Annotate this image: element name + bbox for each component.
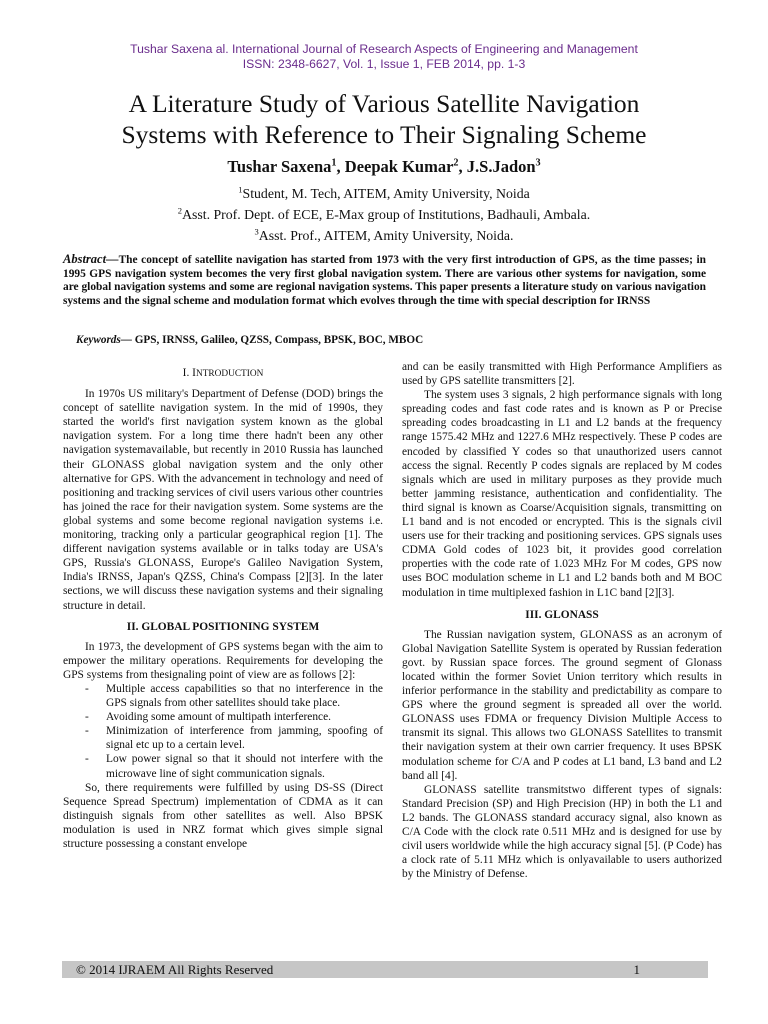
list-item-text: Avoiding some amount of multipath interference. xyxy=(106,711,332,724)
intro-paragraph: In 1970s US military's Department of Defense (DOD) brings the concept of satellite navigation system. In the mid of 1990s, they started the world's first navigation system known as the global navigation system. For a long time there hadn't been any other navigation systemavailable, but recently in 2010 Russia has launched their GLONASS global navigation system and the only other alternative for GPS. With the advancement in technology and need of positioning and tracking services of civil users various other countries has joined the race for their navigation system. Some systems are the global systems and some become regional navigation systems i.e. monitoring, tracking only a particular geographical region [1]. The different navigation systems available or in talks today are USA's GPS, Russia's GLONASS, Europe's Galileo Navigation System, India's IRNSS, Japan's QZSS, China's Compass [2][3]. In the later sections, we will discuss these navigation systems and their signaling structure in detail. xyxy=(63,388,383,612)
abstract-label: Abstract— xyxy=(63,252,119,266)
author-name: Deepak Kumar xyxy=(344,157,454,176)
section-heading-introduction xyxy=(63,366,383,381)
journal-header xyxy=(0,42,768,72)
section-heading-rest: NTRODUCTION xyxy=(195,369,264,379)
list-dash: - xyxy=(85,711,89,724)
author-affil-mark: 2 xyxy=(453,157,459,169)
left-column xyxy=(63,360,383,851)
affiliation-3 xyxy=(0,227,768,244)
gps-requirements-list xyxy=(63,682,383,781)
gps-paragraph-1: In 1973, the development of GPS systems began with the aim to empower the military operations. Requirements for developing the GPS systems from thesignaling point of view are as follows [2]: xyxy=(63,640,383,681)
abstract-text: The concept of satellite navigation has started from 1973 with the very first introduction of GPS, as the time passes; in 1995 GPS navigation system becomes the very first global navigation system. There are various other systems for navigation, some are global navigation systems and some are regional navigation systems. This paper presents a literature study on various navigation systems and the signal scheme and modulation format which evolves through the time with special description for IRNSS xyxy=(63,254,706,307)
abstract xyxy=(63,253,706,308)
gps-paragraph-signals: The system uses 3 signals, 2 high performance signals with long spreading codes and fast code rates and is known as P or Precise spreading codes broadcasting in L1 and L2 bands at the frequency range 1575.42 MHz and 1227.6 MHz respectively. These P codes are encoded by classified Y codes so that unauthorized users cannot access the signal. Recently P codes signals are replaced by M codes signals which are used in military purposes as they provide much better jamming resistance, authentication and confidentiality. The third signal is known as Coarse/Acquisition signals, transmitting on L1 band and is not encoded or encrypted. This is the signals civil users use for their tracking and positioning services. GPS signals uses CDMA Gold codes of 1023 bit, it provides good correlation properties with the code rate of 1.023 MHz For M codes, GPS now uses BOC modulation scheme in L1 and L2 bands both and M BOC modulation in time multiplexed fashion in L1C band [2][3]. xyxy=(402,389,722,599)
affiliation-text: Asst. Prof. Dept. of ECE, E-Max group of Institutions, Badhauli, Ambala. xyxy=(182,207,591,222)
author-name: J.S.Jadon xyxy=(466,157,536,176)
affiliation-mark: 3 xyxy=(254,226,259,237)
page-number: 1 xyxy=(633,962,640,977)
list-dash: - xyxy=(85,753,89,766)
list-item-text: Multiple access capabilities so that no interference in the GPS signals from other satellites should take place. xyxy=(106,682,383,710)
footer-copyright: © 2014 IJRAEM All Rights Reserved xyxy=(76,962,274,977)
keywords-label: Keywords— xyxy=(76,334,135,346)
list-item xyxy=(63,682,383,710)
affiliation-mark: 2 xyxy=(177,205,183,216)
list-item-text: Low power signal so that it should not interfere with the microwave line of sight communication signals. xyxy=(106,753,383,780)
author-separator: , xyxy=(458,157,467,176)
journal-issn: ISSN: 2348-6627, Vol. 1, Issue 1, FEB 2014, pp. 1-3 xyxy=(242,57,526,71)
affiliation-text: Asst. Prof., AITEM, Amity University, Noida. xyxy=(258,228,514,243)
list-item xyxy=(63,710,383,724)
author-separator: , xyxy=(336,157,345,176)
list-item-text: Minimization of interference from jamming, spoofing of signal etc up to a certain level. xyxy=(106,725,383,752)
author-affil-mark: 3 xyxy=(535,157,541,169)
right-column xyxy=(402,360,722,881)
affiliation-2 xyxy=(0,206,768,223)
paper-title-line-2: Systems with Reference to Their Signaling Scheme xyxy=(121,120,647,149)
section-heading-glonass: III. GLONASS xyxy=(525,608,599,621)
author-list xyxy=(0,157,768,177)
glonass-paragraph-2: GLONASS satellite transmitstwo different types of signals: Standard Precision (SP) and High Precision (HP) in both the L1 and L2 bands. The GLONASS standard accuracy signal, also known as C/A Code with the clock rate 0.511 MHz and is designed for use by civil users worldwide while the high accuracy signal [5]. (P Code) has a clock rate of 5.11 MHz which is onlyavailable to users authorized by the Ministry of Defense. xyxy=(402,783,722,881)
section-number: I. xyxy=(182,367,193,379)
affiliation-text: Student, M. Tech, AITEM, Amity University, Noida xyxy=(242,186,530,201)
section-heading-gps: II. GLOBAL POSITIONING SYSTEM xyxy=(126,620,320,633)
author-name: Tushar Saxena xyxy=(227,157,332,176)
journal-citation: Tushar Saxena al. International Journal of Research Aspects of Engineering and Management xyxy=(130,42,638,56)
paper-title xyxy=(0,88,768,150)
page-footer xyxy=(62,961,708,978)
keywords xyxy=(76,333,706,347)
paper-title-line-1: A Literature Study of Various Satellite Navigation xyxy=(128,89,640,118)
gps-paragraph-continued: and can be easily transmitted with High Performance Amplifiers as used by GPS satellite transmitters [2]. xyxy=(402,361,722,388)
list-item xyxy=(63,724,383,752)
keywords-text: GPS, IRNSS, Galileo, QZSS, Compass, BPSK, BOC, MBOC xyxy=(134,334,424,346)
glonass-paragraph-1: The Russian navigation system, GLONASS as an acronym of Global Navigation Satellite System is operated by Russian federation govt. by Russian space forces. The ground segment of Glonass located within the former Soviet Union territory which results in inferior performance in the stability and predictability as compare to GPS where the ground segment is spreaded all over the world. GLONASS uses FDMA or frequency Division Multiple Access to transmit its signal. This allows two GLONASS Satellites to transmit their navigation system at their own carrier frequency. It uses BPSK modulation scheme for C/A and P codes at L1 band, L3 band and L2 band all [4]. xyxy=(402,628,722,782)
author-affil-mark: 1 xyxy=(331,157,337,169)
section-heading-initial: I xyxy=(192,367,196,379)
affiliation-mark: 1 xyxy=(238,184,243,195)
gps-paragraph-2: So, there requirements were fulfilled by using DS-SS (Direct Sequence Spread Spectrum) implementation of CDMA as it can distinguish signals from other satellites as well. Also BPSK modulation is used in NRZ format which gives simple signal structure possessing a constant envelope xyxy=(63,781,383,850)
list-dash: - xyxy=(85,725,89,738)
list-dash: - xyxy=(85,682,89,695)
affiliation-1 xyxy=(0,185,768,202)
list-item xyxy=(63,752,383,780)
